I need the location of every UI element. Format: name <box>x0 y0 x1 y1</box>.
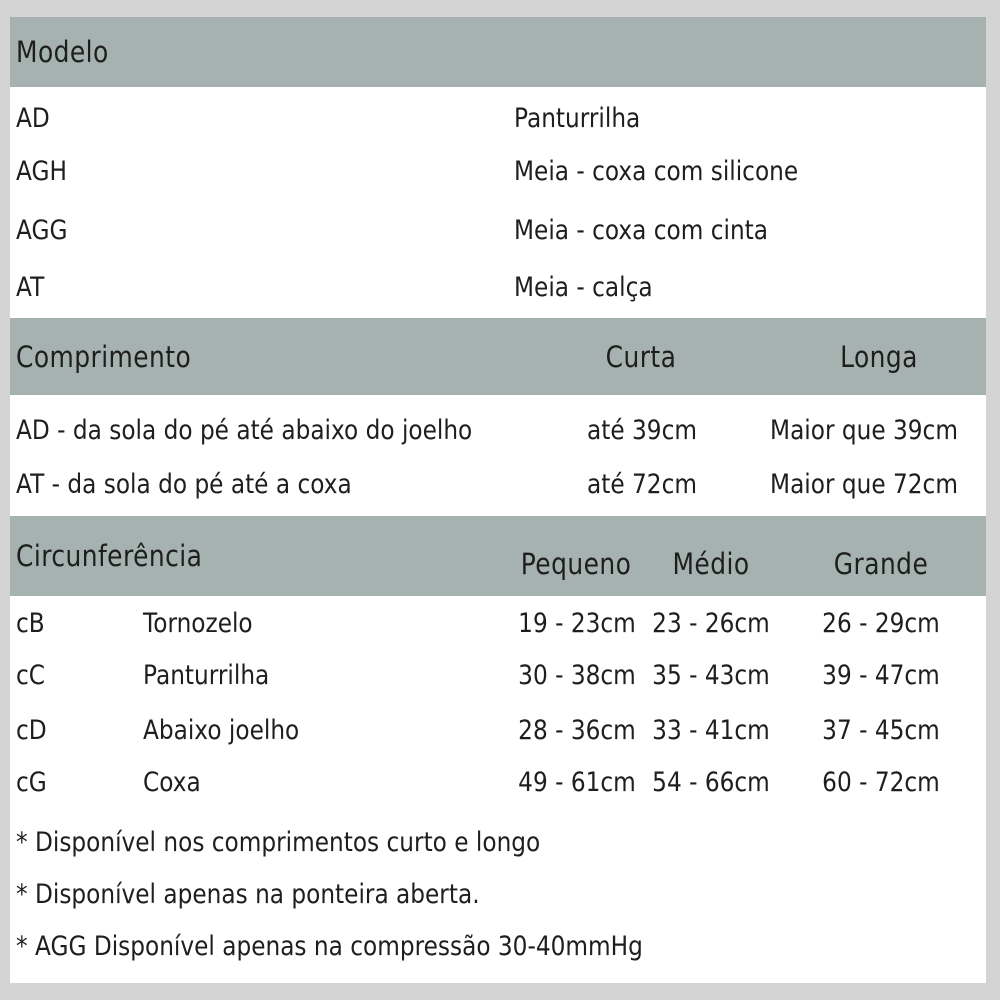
size-chart-sheet <box>10 17 986 983</box>
comprimento-col-longa: Longa <box>840 340 918 374</box>
comprimento-row-longa: Maior que 72cm <box>770 469 958 500</box>
circ-row-medio: 54 - 66cm <box>652 767 770 798</box>
modelo-desc: Meia - calça <box>514 272 653 303</box>
circ-row-pequeno: 49 - 61cm <box>518 767 636 798</box>
comprimento-row-label: AD - da sola do pé até abaixo do joelho <box>16 415 473 446</box>
comprimento-row-longa: Maior que 39cm <box>770 415 958 446</box>
circ-row-pequeno: 19 - 23cm <box>518 608 636 639</box>
circunferencia-col-pequeno: Pequeno <box>520 547 632 581</box>
circ-row-pequeno: 30 - 38cm <box>518 660 636 691</box>
modelo-desc: Meia - coxa com silicone <box>514 156 799 187</box>
circ-row-grande: 39 - 47cm <box>822 660 940 691</box>
circ-row-grande: 26 - 29cm <box>822 608 940 639</box>
circunferencia-col-grande: Grande <box>833 547 929 581</box>
circ-row-name: Tornozelo <box>143 608 253 639</box>
modelo-code: AGH <box>16 156 67 187</box>
circ-row-code: cC <box>16 660 45 691</box>
modelo-code: AGG <box>16 215 68 246</box>
modelo-desc: Panturrilha <box>514 103 641 134</box>
circunferencia-header: Circunferência <box>16 539 203 573</box>
circ-row-medio: 23 - 26cm <box>652 608 770 639</box>
circ-row-code: cB <box>16 608 45 639</box>
comprimento-row-curta: até 72cm <box>587 469 697 500</box>
circ-row-grande: 37 - 45cm <box>822 715 940 746</box>
modelo-code: AD <box>16 103 50 134</box>
circ-row-medio: 35 - 43cm <box>652 660 770 691</box>
circ-row-grande: 60 - 72cm <box>822 767 940 798</box>
circ-row-code: cD <box>16 715 47 746</box>
circ-row-name: Panturrilha <box>143 660 270 691</box>
circunferencia-col-medio: Médio <box>672 547 750 581</box>
footnote: * Disponível nos comprimentos curto e longo <box>16 827 541 858</box>
comprimento-header: Comprimento <box>16 340 192 374</box>
comprimento-col-curta: Curta <box>605 340 677 374</box>
circ-row-medio: 33 - 41cm <box>652 715 770 746</box>
footnote: * Disponível apenas na ponteira aberta. <box>16 879 480 910</box>
circ-row-pequeno: 28 - 36cm <box>518 715 636 746</box>
circ-row-name: Abaixo joelho <box>143 715 300 746</box>
modelo-code: AT <box>16 272 45 303</box>
comprimento-row-label: AT - da sola do pé até a coxa <box>16 469 352 500</box>
modelo-header-band <box>10 17 986 87</box>
circ-row-name: Coxa <box>143 767 201 798</box>
comprimento-row-curta: até 39cm <box>587 415 697 446</box>
modelo-header: Modelo <box>16 35 109 69</box>
footnote: * AGG Disponível apenas na compressão 30-40mmHg <box>16 931 643 962</box>
modelo-desc: Meia - coxa com cinta <box>514 215 768 246</box>
circ-row-code: cG <box>16 767 47 798</box>
